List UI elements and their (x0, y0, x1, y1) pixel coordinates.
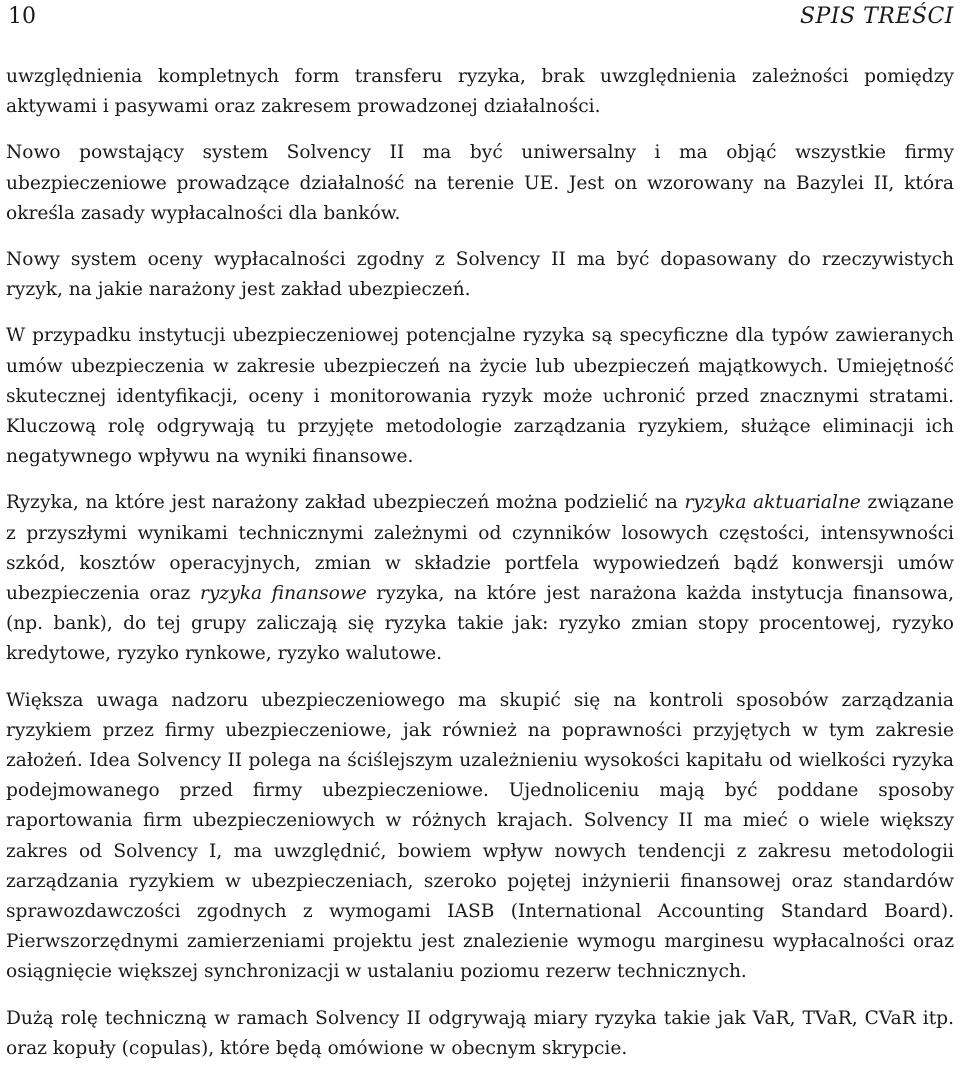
page-number: 10 (8, 4, 36, 29)
paragraph-5-text-a: Ryzyka, na które jest narażony zakład ubezpieczeń można podzielić na (6, 492, 685, 514)
paragraph-3: Nowy system oceny wypłacalności zgodny z Solvency II ma być dopasowany do rzeczywistych ryzyk, na jakie narażony jest zakład ubezpieczeń. (6, 249, 954, 301)
paragraph-5-text-b: związane z przyszłymi wynikami technicznymi zależnymi od czynników losowych częstości, intensywności szkód, kosztów operacyjnych, zmian w składzie portfela wypowiedzeń bądź konwersji umów ubezpieczenia oraz (6, 492, 955, 605)
paragraph-7: Dużą rolę techniczną w ramach Solvency II odgrywają miary ryzyka takie jak VaR, TVaR, CVaR itp. oraz kopuły (copulas), które będą omówione w obecnym skrypcie. (6, 1007, 954, 1059)
body-text (6, 62, 954, 1080)
paragraph-5-text-c: ryzyka, na które jest narażona każda instytucja finansowa, (np. bank), do tej grupy zaliczają się ryzyka takie jak: ryzyko zmian stopy procentowej, ryzyko kredytowe, ryzyko rynkowe, ryzyko walutowe. (6, 583, 954, 665)
term-ryzyka-aktuarialne: ryzyka aktuarialne (684, 492, 861, 514)
term-ryzyka-finansowe: ryzyka finansowe (200, 583, 367, 605)
paragraph-1: uwzględnienia kompletnych form transferu ryzyka, brak uwzględnienia zależności pomiędzy aktywami i pasywami oraz zakresem prowadzonej działalności. (6, 66, 954, 118)
paragraph-2: Nowo powstający system Solvency II ma być uniwersalny i ma objąć wszystkie firmy ubezpieczeniowe prowadzące działalność na terenie UE. Jest on wzorowany na Bazylei II, która określa zasady wypłacalności dla banków. (6, 142, 954, 224)
paragraph-4: W przypadku instytucji ubezpieczeniowej potencjalne ryzyka są specyficzne dla typów zawieranych umów ubezpieczenia w zakresie ubezpieczeń na życie lub ubezpieczeń majątkowych. Umiejętność skutecznej identyfikacji, oceny i monitorowania ryzyk może uchronić przed znacznymi stratami. Kluczową rolę odgrywają tu przyjęte metodologie zarządzania ryzykiem, służące eliminacji ich negatywnego wpływu na wyniki finansowe. (6, 325, 954, 468)
paragraph-5 (6, 488, 954, 669)
page-header (8, 4, 954, 36)
paragraph-6: Większa uwaga nadzoru ubezpieczeniowego ma skupić się na kontroli sposobów zarządzania ryzykiem przez firmy ubezpieczeniowe, jak również na poprawności przyjętych w tym zakresie założeń. Idea Solvency II polega na ściślejszym uzależnieniu wysokości kapitału od wielkości ryzyka podejmowanego przed firmy ubezpieczeniowe. Ujednoliceniu mają być poddane sposoby raportowania firm ubezpieczeniowych w różnych krajach. Solvency II ma mieć o wiele większy zakres od Solvency I, ma uwzględnić, bowiem wpływ nowych tendencji z zakresu metodologii zarządzania ryzykiem w ubezpieczeniach, szeroko pojętej inżynierii finansowej oraz standardów sprawozdawczości zgodnych z wymogami IASB (International Accounting Standard Board). Pierwszorzędnymi zamierzeniami projektu jest znalezienie wymogu marginesu wypłacalności oraz osiągnięcie większej synchronizacji w ustalaniu poziomu rezerw technicznych. (6, 689, 954, 983)
running-title: SPIS TREŚCI (799, 4, 954, 29)
